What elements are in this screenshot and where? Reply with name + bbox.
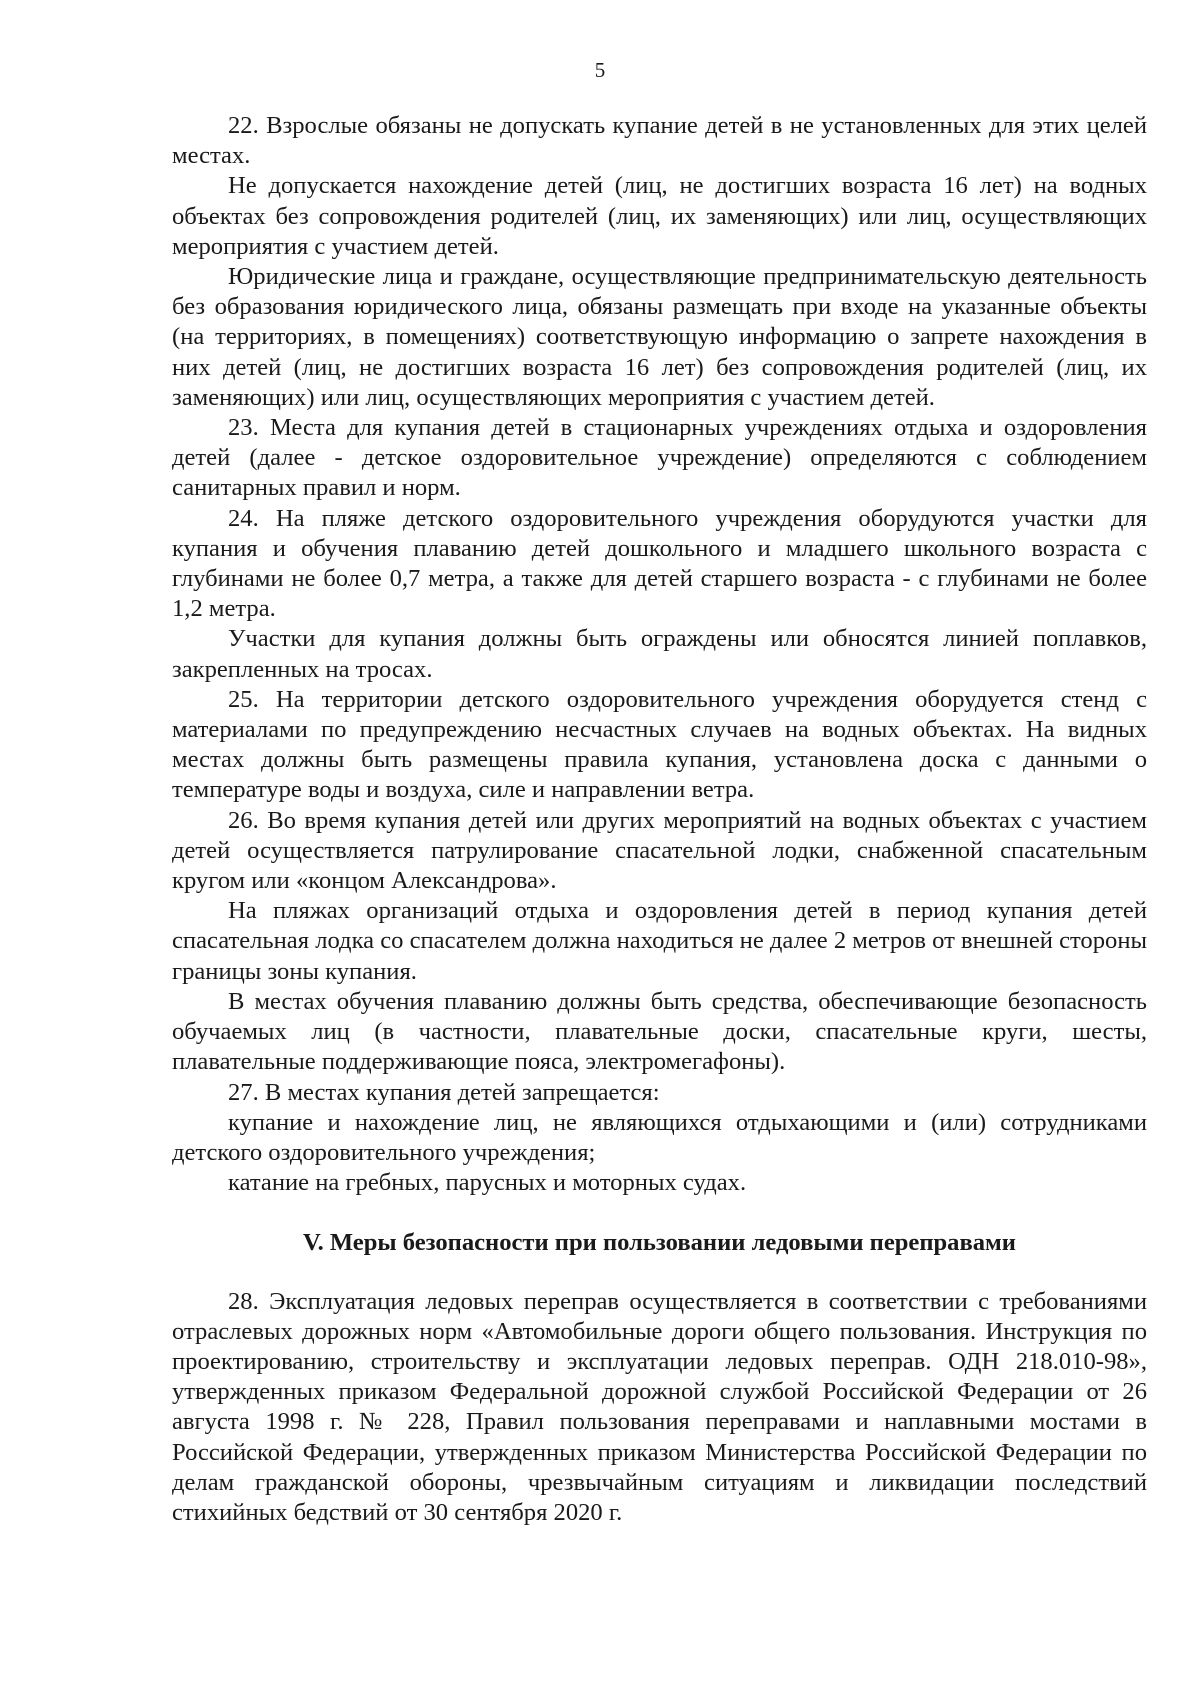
paragraph: 26. Во время купания детей или других мероприятий на водных объектах с участием детей осуществляется патрулирование спасательной лодки, снабженной спасательным кругом или «концом Александрова». [172, 806, 1147, 895]
paragraph: В местах обучения плаванию должны быть средства, обеспечивающие безопасность обучаемых лиц (в частности, плавательные доски, спасательные круги, шесты, плавательные поддерживающие пояса, электромегафоны). [172, 987, 1147, 1076]
paragraph: катание на гребных, парусных и моторных судах. [228, 1169, 747, 1197]
paragraph: 28. Эксплуатация ледовых переправ осуществляется в соответствии с требованиями отраслевых дорожных норм «Автомобильные дороги общего пользования. Инструкция по проектированию, строительству и эксплуатации ледовых переправ. ОДН 218.010-98», утвержденных приказом Федеральной дорожной службой Российской Федерации от 26 августа 1998 г. № 228, Правил пользования переправами и наплавными мостами в Российской Федерации, утвержденных приказом Министерства Российской Федерации по делам гражданской обороны, чрезвычайным ситуациям и ликвидации последствий стихийных бедствий от 30 сентября 2020 г. [172, 1287, 1147, 1526]
document-body [172, 111, 1147, 1528]
paragraph: 22. Взрослые обязаны не допускать купание детей в не установленных для этих целей местах. [172, 112, 1147, 170]
paragraph: 24. На пляже детского оздоровительного учреждения оборудуются участки для купания и обучения плаванию детей дошкольного и младшего школьного возраста с глубинами не более 0,7 метра, а также для детей старшего возраста - с глубинами не более 1,2 метра. [172, 504, 1147, 623]
paragraph: 25. На территории детского оздоровительного учреждения оборудуется стенд с материалами по предупреждению несчастных случаев на водных объектах. На видных местах должны быть размещены правила купания, установлена доска с данными о температуре воды и воздуха, силе и направлении ветра. [172, 685, 1147, 804]
paragraph: 27. В местах купания детей запрещается: [228, 1078, 660, 1106]
paragraph: На пляжах организаций отдыха и оздоровления детей в период купания детей спасательная лодка со спасателем должна находиться не далее 2 метров от внешней стороны границы зоны купания. [172, 897, 1147, 985]
paragraph: Участки для купания должны быть ограждены или обносятся линией поплавков, закрепленных на тросах. [172, 625, 1147, 683]
paragraph: Юридические лица и граждане, осуществляющие предпринимательскую деятельность без образования юридического лица, обязаны размещать при входе на указанные объекты (на территориях, в помещениях) соответствующую информацию о запрете нахождения в них детей (лиц, не достигших возраста 16 лет) без сопровождения родителей (лиц, их заменяющих) или лиц, осуществляющих мероприятия с участием детей. [172, 263, 1147, 411]
paragraph: Не допускается нахождение детей (лиц, не достигших возраста 16 лет) на водных объектах без сопровождения родителей (лиц, их заменяющих) или лиц, осуществляющих мероприятия с участием детей. [172, 172, 1147, 260]
section-heading: V. Меры безопасности при пользовании ледовыми переправами [303, 1229, 1016, 1257]
page-number: 5 [594, 58, 606, 82]
paragraph: 23. Места для купания детей в стационарных учреждениях отдыха и оздоровления детей (далее - детское оздоровительное учреждение) определяются с соблюдением санитарных правил и норм. [172, 414, 1147, 502]
paragraph: купание и нахождение лиц, не являющихся отдыхающими и (или) сотрудниками детского оздоровительного учреждения; [172, 1108, 1147, 1166]
